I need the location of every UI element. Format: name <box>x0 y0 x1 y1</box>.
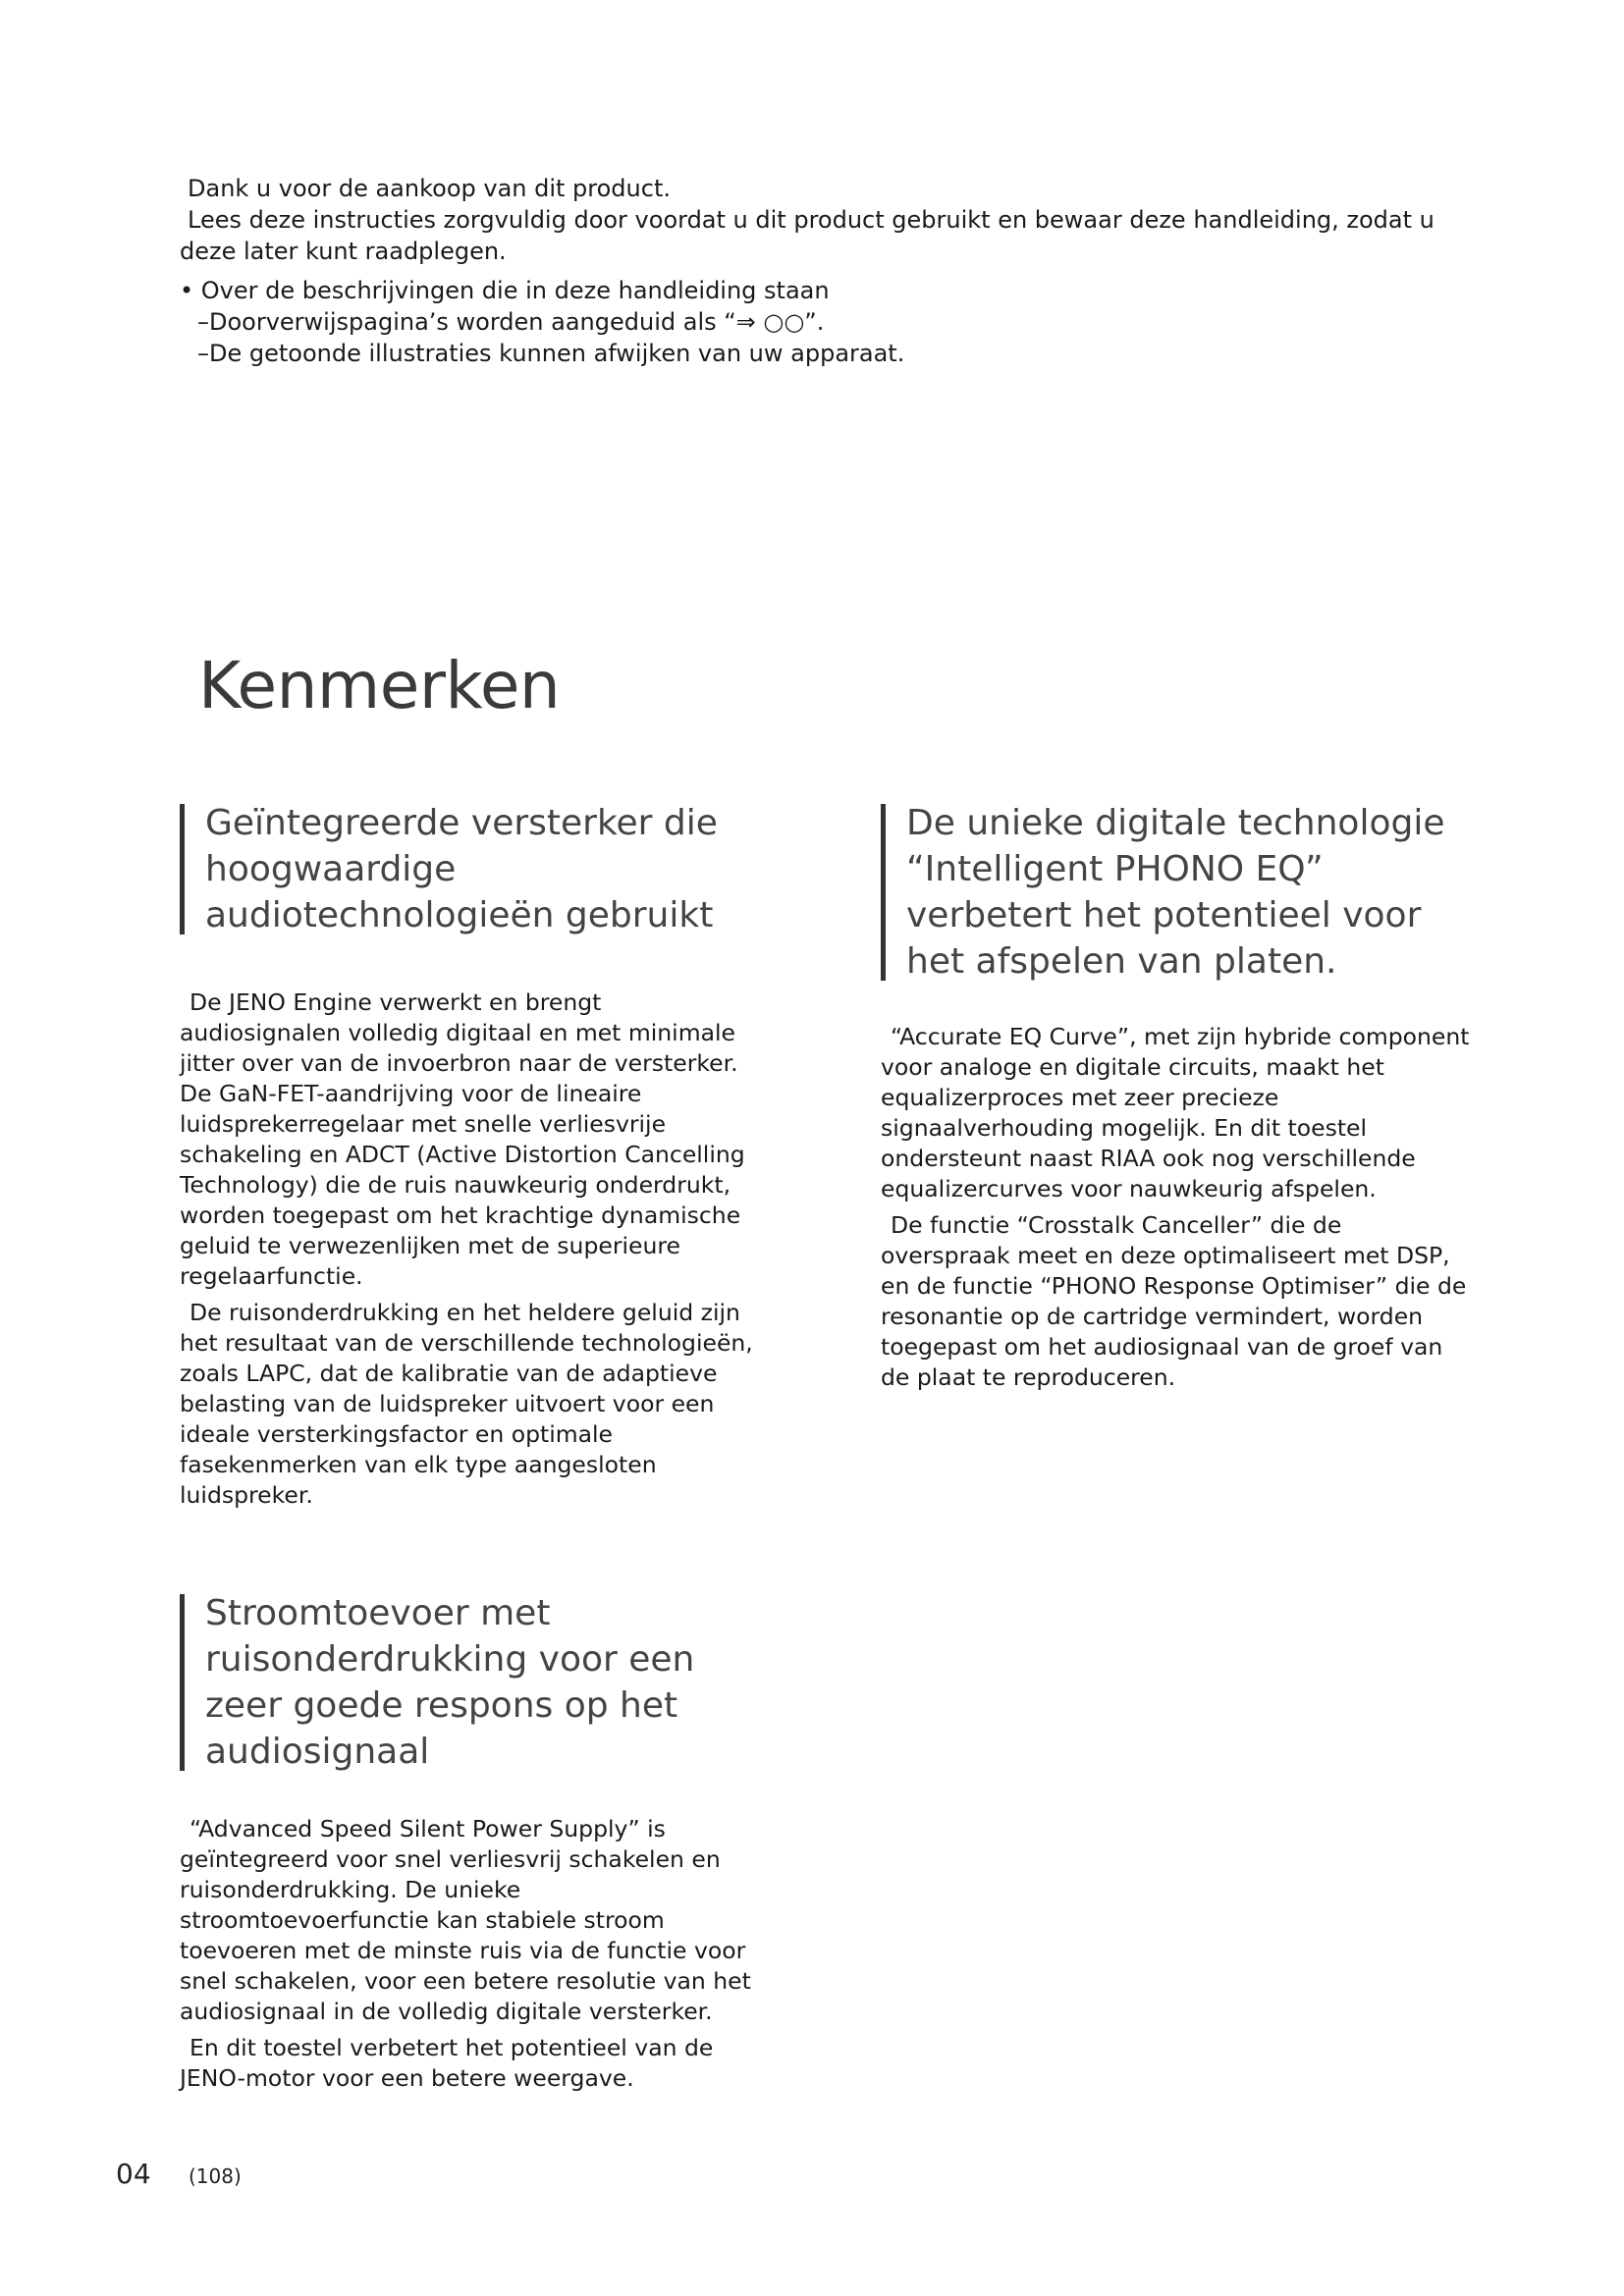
feature-body <box>881 1022 1470 1393</box>
feature-heading-text: Geïntegreerde versterker die hoogwaardige audiotechnologieën gebruikt <box>205 803 718 935</box>
feature-heading <box>180 1590 769 1775</box>
intro-sub-reference: –Doorverwijspagina’s worden aangeduid als “⇒ ○○”. <box>197 308 825 336</box>
heading-bar <box>881 804 886 981</box>
feature-power-supply <box>180 1590 769 2094</box>
heading-bar <box>180 1594 185 1771</box>
feature-paragraph: De ruisonderdrukking en het heldere geluid zijn het resultaat van de verschillende technologieën, zoals LAPC, dat de kalibratie van de adaptieve belasting van de luidspreker uitvoert voor een ideale versterkingsfactor en optimale fasekenmerken van elk type aangesloten luidspreker. <box>180 1299 753 1509</box>
feature-paragraph: En dit toestel verbetert het potentieel van de JENO-motor voor een betere weergave. <box>180 2034 714 2092</box>
feature-heading-text: Stroomtoevoer met ruisonderdrukking voor een zeer goede respons op het audiosignaal <box>205 1593 695 1772</box>
feature-phono-eq <box>881 800 1470 1393</box>
intro-thanks: Dank u voor de aankoop van dit product. <box>188 175 671 202</box>
feature-paragraph: De JENO Engine verwerkt en brengt audiosignalen volledig digitaal en met minimale jitter over van de invoerbron naar de versterker. De GaN-FET-aandrijving voor de lineaire luidsprekerregelaar met snelle verliesvrije schakeling en ADCT (Active Distortion Cancelling Technology) die de ruis nauwkeurig onderdrukt, worden toegepast om het krachtige dynamische geluid te verwezenlijken met de superieure regelaarfunctie. <box>180 988 745 1290</box>
feature-body <box>180 1814 769 2094</box>
feature-paragraph: “Accurate EQ Curve”, met zijn hybride component voor analoge en digitale circuits, maakt het equalizerproces met zeer precieze signaalverhouding mogelijk. En dit toestel ondersteunt naast RIAA ook nog verschillende equalizercurves voor nauwkeurig afspelen. <box>881 1023 1470 1202</box>
heading-bar <box>180 804 185 934</box>
feature-heading <box>881 800 1470 985</box>
feature-amplifier <box>180 800 769 1511</box>
page-number: 04 <box>116 2158 151 2190</box>
intro-sub-illustrations: –De getoonde illustraties kunnen afwijken van uw apparaat. <box>197 340 905 367</box>
feature-heading <box>180 800 769 938</box>
feature-paragraph: De functie “Crosstalk Canceller” die de overspraak meet en deze optimaliseert met DSP, en de functie “PHONO Response Optimiser” die de resonantie op de cartridge vermindert, worden toegepast om het audiosignaal van de groef van de plaat te reproduceren. <box>881 1211 1467 1391</box>
intro-bullet: • Over de beschrijvingen die in deze handleiding staan <box>180 277 830 304</box>
intro-instructions: Lees deze instructies zorgvuldig door voordat u dit product gebruikt en bewaar deze handleiding, zodat u deze later kunt raadplegen. <box>180 206 1435 265</box>
feature-heading-text: De unieke digitale technologie “Intelligent PHONO EQ” verbetert het potentieel voor het afspelen van platen. <box>906 803 1445 982</box>
page-reference: (108) <box>189 2164 242 2188</box>
intro-section <box>180 173 1446 369</box>
page-title: Kenmerken <box>198 648 561 723</box>
feature-paragraph: “Advanced Speed Silent Power Supply” is geïntegreerd voor snel verliesvrij schakelen en ruisonderdrukking. De unieke stroomtoevoerfunctie kan stabiele stroom toevoeren met de minste ruis via de functie voor snel schakelen, voor een betere resolutie van het audiosignaal in de volledig digitale versterker. <box>180 1815 751 2025</box>
feature-body <box>180 988 769 1511</box>
